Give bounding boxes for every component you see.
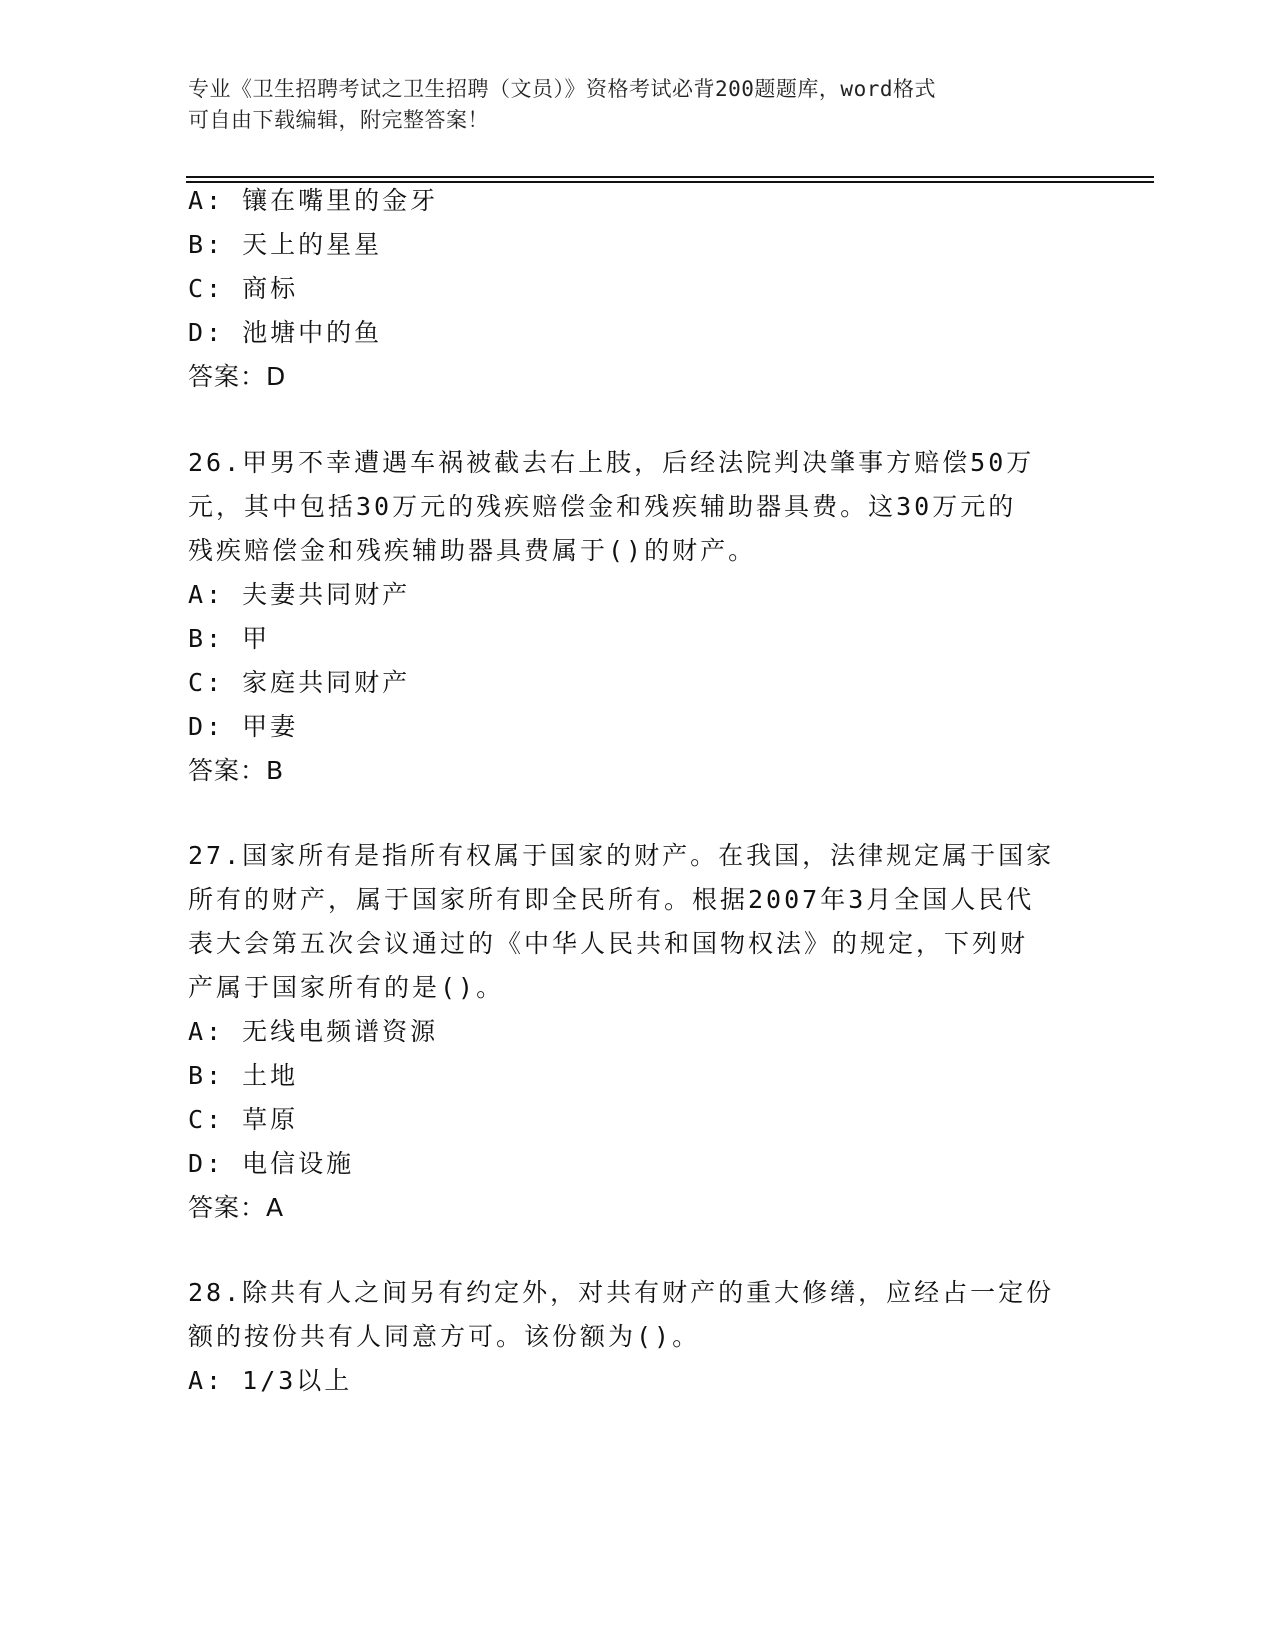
q27-option-d: D: 电信设施 [188,1149,355,1178]
q25-option-d: D: 池塘中的鱼 [188,318,383,347]
q25-option-a: A: 镶在嘴里的金牙 [188,186,439,215]
q27-answer: 答案：A [188,1193,285,1222]
header-title-line-2: 可自由下载编辑，附完整答案！ [188,108,489,132]
q27-option-a: A: 无线电频谱资源 [188,1017,439,1046]
q27-option-b: B: 土地 [188,1061,299,1090]
q27-stem-line-2: 所有的财产，属于国家所有即全民所有。根据2007年3月全国人民代 [188,885,1035,914]
q27-option-c: C: 草原 [188,1105,299,1134]
q26-option-a: A: 夫妻共同财产 [188,580,411,609]
q28-stem-line-2: 额的按份共有人同意方可。该份额为()。 [188,1322,701,1351]
q28-option-a: A: 1/3以上 [188,1366,353,1395]
q27-stem-line-4: 产属于国家所有的是()。 [188,973,505,1002]
q25-option-b: B: 天上的星星 [188,230,383,259]
q27-stem-line-3: 表大会第五次会议通过的《中华人民共和国物权法》的规定，下列财 [188,929,1029,958]
q26-stem-line-2: 元，其中包括30万元的残疾赔偿金和残疾辅助器具费。这30万元的 [188,492,1017,521]
q26-stem-line-3: 残疾赔偿金和残疾辅助器具费属于()的财产。 [188,536,757,565]
q27-stem-line-1: 27.国家所有是指所有权属于国家的财产。在我国，法律规定属于国家 [188,841,1055,870]
q28-stem-line-1: 28.除共有人之间另有约定外，对共有财产的重大修缮，应经占一定份 [188,1278,1055,1307]
q25-answer: 答案：D [188,362,287,391]
q26-answer: 答案：B [188,756,285,785]
q25-option-c: C: 商标 [188,274,299,303]
q26-option-b: B: 甲 [188,624,271,653]
q26-option-c: C: 家庭共同财产 [188,668,411,697]
header-title-line-1: 专业《卫生招聘考试之卫生招聘（文员）》资格考试必背200题题库，word格式 [188,77,936,101]
q26-stem-line-1: 26.甲男不幸遭遇车祸被截去右上肢，后经法院判决肇事方赔偿50万 [188,448,1035,477]
q26-option-d: D: 甲妻 [188,712,299,741]
